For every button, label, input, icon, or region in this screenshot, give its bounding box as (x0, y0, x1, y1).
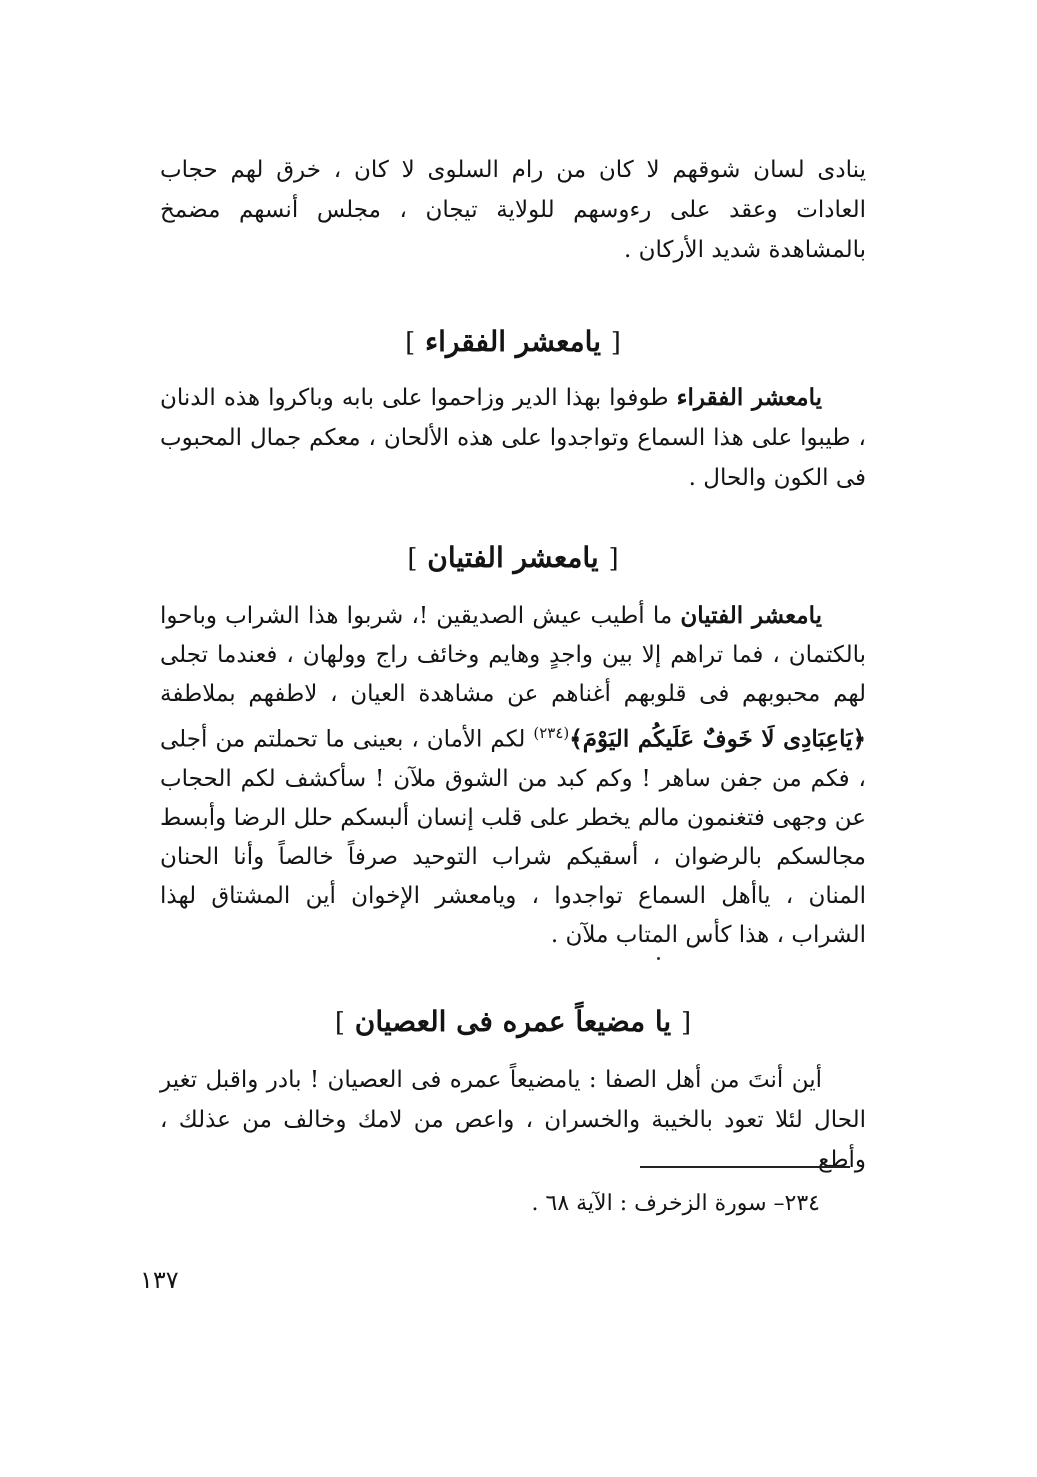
footnote-text: ٢٣٤– سورة الزخرف : الآية ٦٨ . (531, 1191, 820, 1216)
heading-fuqara (160, 322, 866, 363)
heading-bracket-close: ] (407, 544, 418, 574)
heading-bracket-open: [ (610, 328, 621, 358)
heading-mudayyi (160, 1002, 866, 1043)
footnote (400, 1186, 820, 1222)
footnote-separator (640, 1166, 850, 1168)
fityan-paragraph (160, 596, 866, 955)
intro-paragraph (160, 150, 866, 270)
heading-bracket-close: ] (405, 328, 416, 358)
quran-verse: ﴿يَاعِبَادِى لَا خَوفٌ عَلَيكُم اليَوْمَ﴾ (569, 725, 866, 753)
page-number-text: ١٣٧ (140, 1266, 179, 1294)
intro-paragraph-text: ينادى لسان شوقهم لا كان من رام السلوى لا كان ، خرق لهم حجاب العادات وعقد على رءوسهم للولاية تيجان ، مجلس أنسهم مضمخ بالمشاهدة شديد الأركان . (160, 157, 866, 263)
mudayyi-paragraph (160, 1060, 866, 1180)
fityan-lead: يامعشر الفتيان (680, 602, 822, 629)
heading-bracket-open: [ (680, 1008, 692, 1038)
heading-mudayyi-title: يا مضيعاً عمره فى العصيان (354, 1005, 672, 1038)
heading-fityan-title: يامعشر الفتيان (427, 541, 599, 574)
heading-fuqara-title: يامعشر الفقراء (424, 325, 602, 358)
mudayyi-body: أين أنتَ من أهل الصفا : يامضيعاً عمره فى العصيان ! بادر واقبل تغير الحال لئلا تعود بالخيبة والخسران ، واعص من لامك وخالف من عذلك ، وأطع (160, 1067, 866, 1173)
ink-speck (657, 957, 660, 960)
fuqara-body: طوفوا بهذا الدير وزاحموا على بابه وباكروا هذه الدنان ، طيبوا على هذا السماع وتواجدوا على هذه الألحان ، معكم جمال المحبوب فى الكون والحال . (160, 385, 866, 491)
heading-bracket-close: ] (334, 1008, 346, 1038)
fuqara-lead: يامعشر الفقراء (676, 384, 823, 411)
fuqara-paragraph (160, 378, 866, 498)
fityan-body-part2: لكم الأمان ، بعينى ما تحملتم من أجلى ، فكم من جفن ساهر ! وكم كبد من الشوق ملآن ! سأكشف لكم الحجاب عن وجهى فتغنمون مالم يخطر على قلب إنسان ألبسكم حلل الرضا وأبسط مجالسكم بالرضوان ، أسقيكم شراب التوحيد صرفاً خالصاً وأنا الحنان المنان ، ياأهل السماع تواجدوا ، ويامعشر الإخوان أين المشتاق لهذا الشراب ، هذا كأس المتاب ملآن . (160, 726, 866, 948)
footnote-reference: (٢٣٤) (533, 724, 570, 742)
fityan-body-part1: ما أطيب عيش الصديقين !، شربوا هذا الشراب وباحوا بالكتمان ، فما تراهم إلا بين واجدٍ وهايم وخائف راج وولهان ، فعندما تجلى لهم محبوبهم فى قلوبهم أغناهم عن مشاهدة العيان ، لاطفهم بملاطفة (160, 603, 866, 707)
heading-fityan (160, 538, 866, 579)
heading-bracket-open: [ (608, 544, 619, 574)
page-number (140, 1262, 179, 1298)
